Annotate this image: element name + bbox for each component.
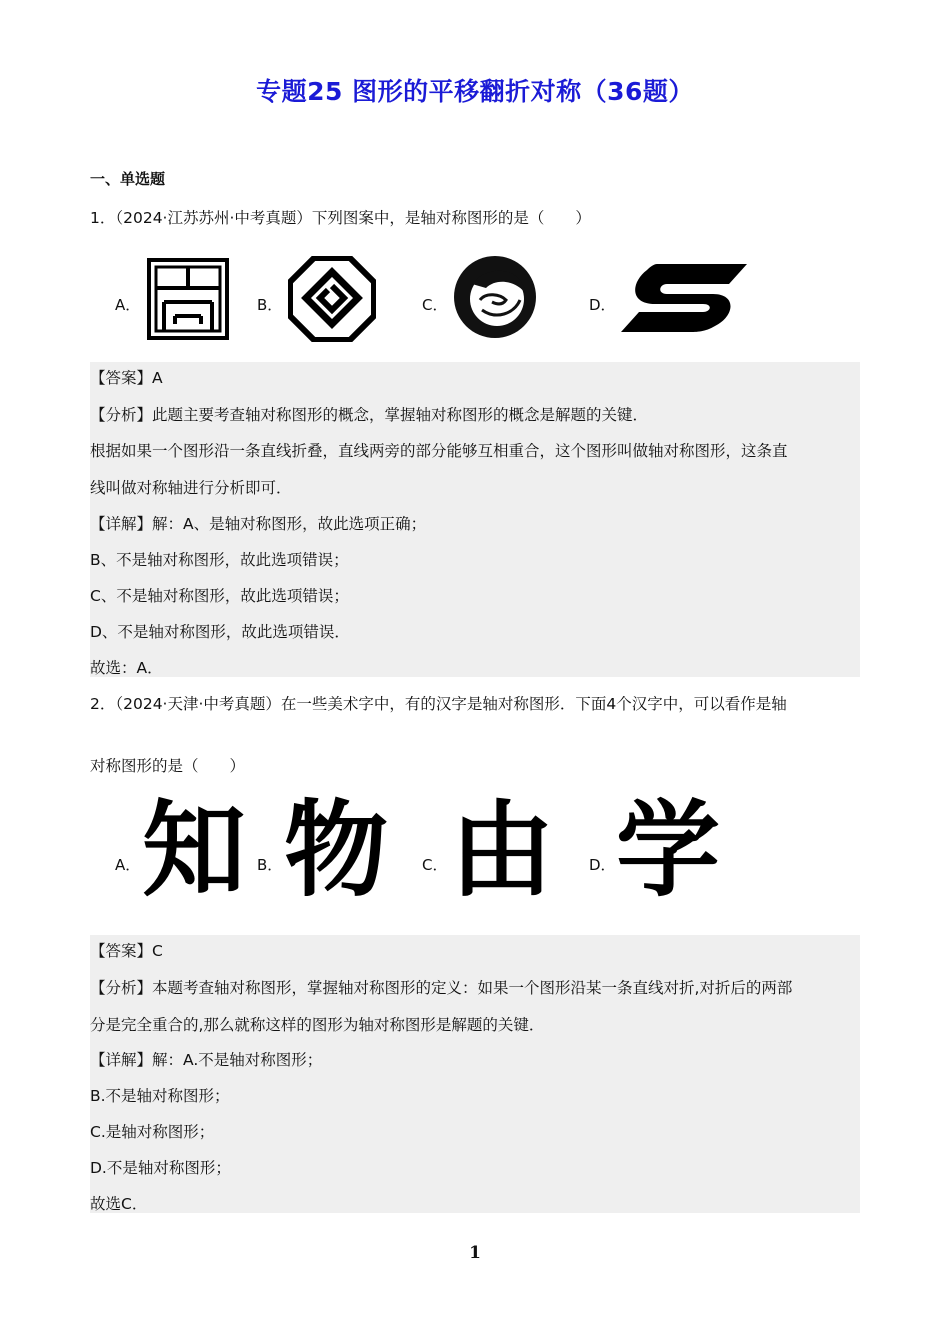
q2-option-b-label: B． <box>257 856 283 874</box>
page-number: 1 <box>469 1243 481 1263</box>
q2-answer: 【答案】C <box>90 942 163 960</box>
q2-option-c-char: 由 <box>450 789 555 911</box>
q1-detail-line: B、不是轴对称图形，故此选项错误； <box>90 551 349 569</box>
q1-option-c-figure <box>452 254 538 340</box>
q1-analysis-line: 线叫做对称轴进行分析即可． <box>90 479 292 497</box>
q2-option-c-label: C． <box>422 856 448 874</box>
q2-detail-line: B.不是轴对称图形； <box>90 1087 230 1105</box>
q1-option-a-figure <box>147 258 229 340</box>
q2-analysis-line: 分是完全重合的,那么就称这样的图形为轴对称图形是解题的关键． <box>90 1016 545 1034</box>
q2-choice: 故选C． <box>90 1195 148 1213</box>
q2-detail: 【详解】解：A.不是轴对称图形； <box>90 1051 323 1069</box>
q1-analysis-line: 根据如果一个图形沿一条直线折叠，直线两旁的部分能够互相重合，这个图形叫做轴对称图形，这条直 <box>90 442 788 460</box>
q2-option-a-char: 知 <box>142 789 247 911</box>
page-title: 专题25 图形的平移翻折对称（36题） <box>256 77 694 106</box>
q2-option-d-char: 学 <box>616 789 721 911</box>
q2-detail-line: D.不是轴对称图形； <box>90 1159 231 1177</box>
q1-detail-line: C、不是轴对称图形，故此选项错误； <box>90 587 349 605</box>
q2-option-d-label: D． <box>589 856 616 874</box>
q1-option-b-figure <box>288 256 376 342</box>
question-2-stem-cont: 对称图形的是（ ） <box>90 757 246 775</box>
q2-detail-line: C.是轴对称图形； <box>90 1123 215 1141</box>
q1-choice: 故选：A． <box>90 659 163 677</box>
question-1-stem: 1．（2024·江苏苏州·中考真题）下列图案中，是轴对称图形的是（ ） <box>90 209 591 227</box>
q2-option-a-label: A． <box>115 856 141 874</box>
q1-option-c-label: C． <box>422 296 448 314</box>
q1-detail-line: D、不是轴对称图形，故此选项错误． <box>90 623 350 641</box>
q1-answer: 【答案】A <box>90 369 163 387</box>
q1-option-d-figure <box>617 260 751 336</box>
q1-option-d-label: D． <box>589 296 616 314</box>
section-heading: 一、单选题 <box>90 170 166 188</box>
q1-option-b-label: B． <box>257 296 283 314</box>
q1-analysis: 【分析】此题主要考查轴对称图形的概念，掌握轴对称图形的概念是解题的关键． <box>90 406 649 424</box>
q1-option-a-label: A． <box>115 296 141 314</box>
q2-analysis: 【分析】本题考查轴对称图形，掌握轴对称图形的定义：如果一个图形沿某一条直线对折,对折后的两部 <box>90 979 793 997</box>
q1-detail: 【详解】解：A、是轴对称图形，故此选项正确； <box>90 515 427 533</box>
question-2-stem: 2．（2024·天津·中考真题）在一些美术字中，有的汉字是轴对称图形．下面4个汉字中，可以看作是轴 <box>90 695 787 713</box>
q2-option-b-char: 物 <box>284 789 389 911</box>
